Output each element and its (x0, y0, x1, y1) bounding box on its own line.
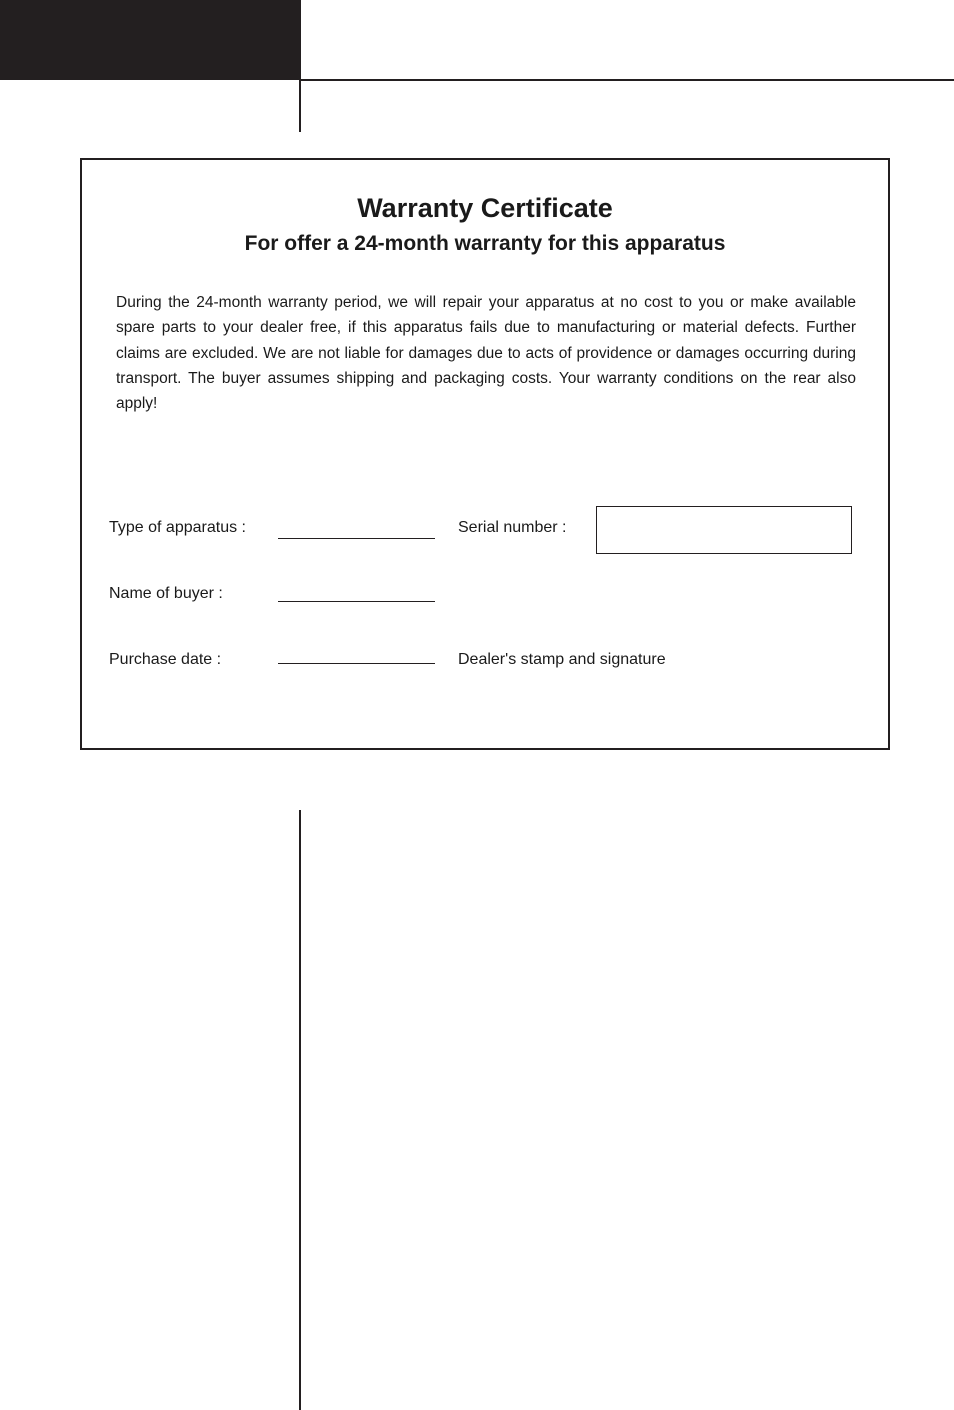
margin-line-bottom (299, 810, 301, 1410)
type-of-apparatus-label: Type of apparatus : (109, 519, 246, 536)
certificate-title: Warranty Certificate (357, 193, 613, 223)
serial-number-label: Serial number : (458, 519, 567, 536)
purchase-date-label: Purchase date : (109, 651, 222, 668)
name-of-buyer-field[interactable] (278, 601, 435, 602)
purchase-date-field[interactable] (278, 663, 435, 664)
name-of-buyer-label: Name of buyer : (109, 585, 223, 602)
serial-number-field[interactable] (596, 506, 852, 554)
type-of-apparatus-field[interactable] (278, 538, 435, 539)
margin-line-top (299, 80, 301, 132)
dealer-stamp-label: Dealer's stamp and signature (458, 651, 666, 668)
warranty-certificate (80, 158, 890, 750)
header-rule (301, 79, 954, 81)
certificate-subtitle: For offer a 24-month warranty for this apparatus (244, 232, 726, 255)
header-dark-block (0, 0, 301, 80)
warranty-terms: During the 24-month warranty period, we will repair your apparatus at no cost to you or make available spare parts to your dealer free, if this apparatus fails due to manufacturing or material defects. Further claims are excluded. We are not liable for damages due to acts of providence or damages occurring during transport. The buyer assumes shipping and packaging costs. Your warranty conditions on the rear also apply! (116, 294, 856, 413)
